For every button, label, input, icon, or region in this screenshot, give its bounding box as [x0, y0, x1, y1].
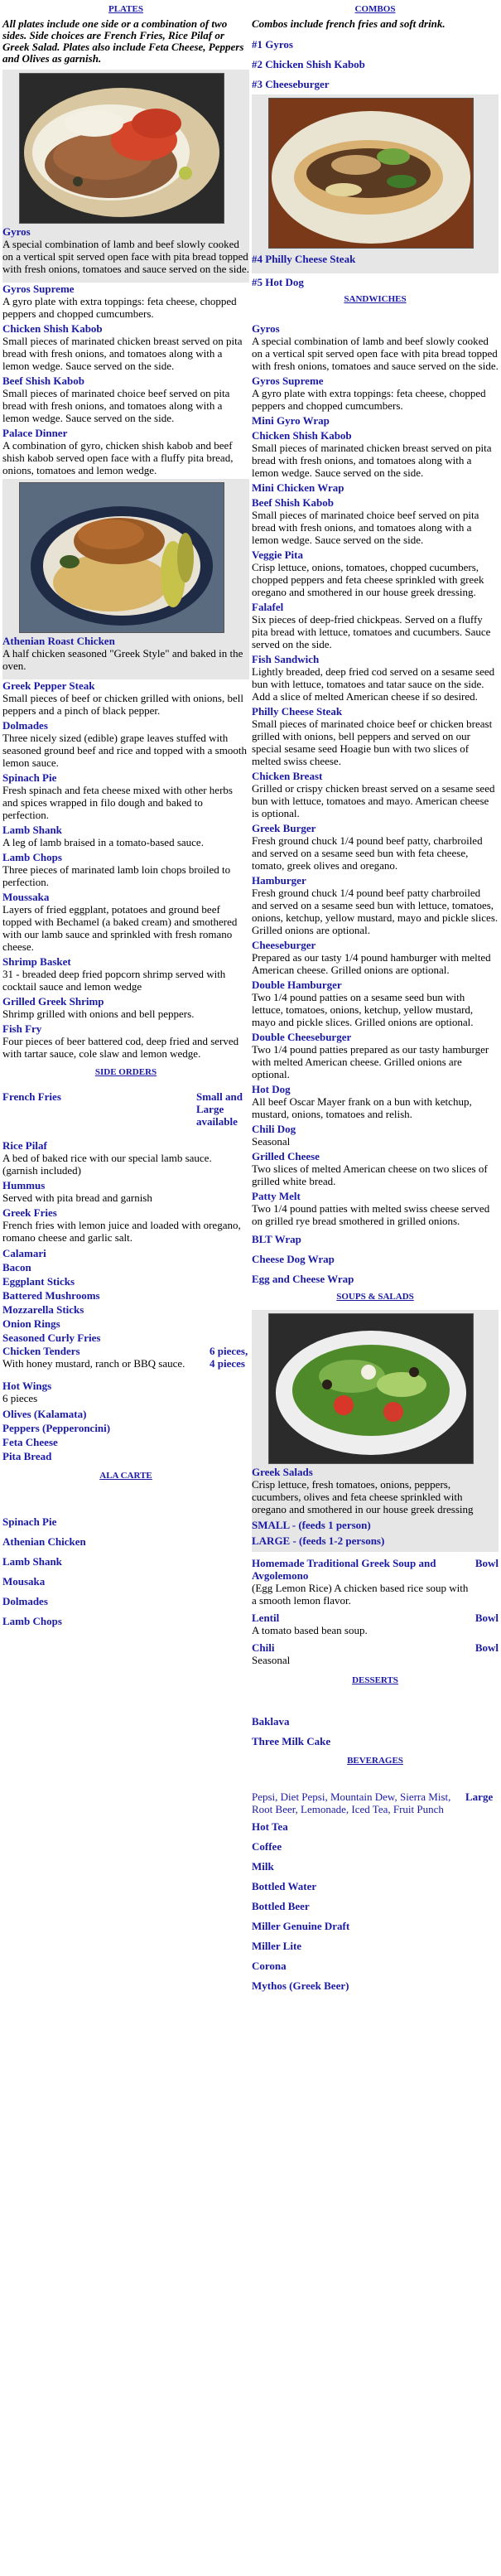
plate-item-name[interactable]: Lamb Chops: [2, 851, 62, 863]
soup-item-desc: A tomato based bean soup.: [252, 1624, 368, 1636]
plate-item[interactable]: [2, 955, 249, 993]
side-item[interactable]: [2, 1139, 249, 1177]
sandwich-item-name[interactable]: Mini Gyro Wrap: [252, 414, 330, 427]
side-item-name[interactable]: Feta Cheese: [2, 1436, 58, 1448]
sandwich-item-name[interactable]: Cheese Dog Wrap: [252, 1253, 335, 1265]
side-item-desc: 6 pieces: [2, 1392, 38, 1404]
side-plain-list-2: [2, 1407, 249, 1463]
side-item-name[interactable]: Bacon: [2, 1261, 31, 1274]
side-item-desc: A bed of baked rice with our special lamb sauce. (garnish included): [2, 1152, 212, 1177]
left-column: [2, 0, 249, 1631]
plate-item[interactable]: [2, 635, 249, 672]
salad-item[interactable]: [252, 1466, 499, 1515]
plate-item-desc: 31 - breaded deep fried popcorn shrimp served with cocktail sauce and lemon wedge: [2, 968, 226, 993]
sandwich-item[interactable]: [252, 770, 499, 819]
plate-item[interactable]: [2, 1022, 249, 1060]
sandwich-item[interactable]: [252, 874, 499, 936]
plate-item-desc: A half chicken seasoned "Greek Style" and baked in the oven.: [2, 647, 243, 672]
combo-item[interactable]: #4 Philly Cheese Steak: [252, 253, 356, 265]
plate-item[interactable]: [2, 375, 249, 424]
plate-item-name[interactable]: Athenian Roast Chicken: [2, 635, 115, 647]
soup-item-name[interactable]: Homemade Traditional Greek Soup and Avgolemono: [252, 1557, 436, 1582]
sandwich-item[interactable]: [252, 939, 499, 976]
sandwich-item-name[interactable]: Gyros Supreme: [252, 375, 324, 387]
beverage-list: [252, 1817, 499, 1996]
side-item-name[interactable]: Chicken Tenders: [2, 1345, 80, 1357]
side-plain-list: [2, 1246, 249, 1345]
sandwich-item[interactable]: [252, 1123, 499, 1148]
soup-item[interactable]: [252, 1612, 499, 1636]
plate-item-name[interactable]: Lamb Shank: [2, 824, 62, 836]
plate-item-name[interactable]: Spinach Pie: [2, 771, 57, 784]
plate-item[interactable]: [2, 824, 249, 848]
plate-item-desc: Fresh spinach and feta cheese mixed with other herbs and spices wrapped in filo dough and baked to perfection.: [2, 784, 233, 821]
sandwich-item[interactable]: [252, 653, 499, 703]
sandwich-item-desc: Two slices of melted American cheese on two slices of grilled white bread.: [252, 1162, 488, 1187]
plate-item-name[interactable]: Fish Fry: [2, 1022, 42, 1035]
plate-item-desc: Small pieces of beef or chicken grilled with onions, bell peppers and a pinch of black pepper.: [2, 692, 243, 717]
side-item-french-fries[interactable]: [2, 1090, 249, 1128]
sandwich-item-desc: A gyro plate with extra toppings: feta cheese, chopped peppers and chopped cumcumbers.: [252, 387, 486, 412]
sandwich-item-name[interactable]: BLT Wrap: [252, 1233, 301, 1245]
sandwich-item-name[interactable]: Cheeseburger: [252, 939, 316, 951]
right-column: [252, 0, 499, 1996]
sandwich-item-name[interactable]: Double Cheeseburger: [252, 1031, 352, 1043]
sandwich-item-name[interactable]: Gyros: [252, 322, 280, 335]
side-item-name[interactable]: Mozzarella Sticks: [2, 1303, 84, 1316]
plate-item[interactable]: [2, 679, 249, 717]
soup-item-price: Bowl: [475, 1557, 499, 1569]
side-item-desc: French fries with lemon juice and loaded with oregano, romano cheese and garlic salt.: [2, 1219, 241, 1244]
sandwich-item[interactable]: [252, 1190, 499, 1227]
sandwich-plain-list: [252, 1230, 499, 1289]
sandwich-item-name[interactable]: Chicken Shish Kabob: [252, 429, 352, 442]
plate-item-desc: Three nicely sized (edible) grape leaves stuffed with seasoned ground beef and rice and topped with a smooth lemon sauce.: [2, 732, 247, 769]
plate-item-name[interactable]: Palace Dinner: [2, 427, 68, 439]
sandwich-item-desc: Prepared as our tasty 1/4 pound hamburger with melted American cheese. Grilled onions are optional.: [252, 951, 491, 976]
sandwich-item-name[interactable]: Chicken Breast: [252, 770, 323, 782]
plate-item[interactable]: [2, 719, 249, 769]
philly-feature: [252, 94, 499, 273]
plate-item-name[interactable]: Gyros Supreme: [2, 283, 75, 295]
soup-item[interactable]: [252, 1641, 499, 1666]
side-orders-header[interactable]: SIDE ORDERS: [94, 1067, 157, 1077]
ala-carte-item[interactable]: Dolmades: [2, 1595, 48, 1607]
side-item-chicken-tenders[interactable]: [2, 1345, 249, 1370]
desserts-header[interactable]: DESSERTS: [352, 1675, 398, 1685]
sandwich-item-name[interactable]: Grilled Cheese: [252, 1150, 320, 1162]
side-item-name[interactable]: Eggplant Sticks: [2, 1275, 75, 1288]
beverage-soda-row[interactable]: [252, 1791, 499, 1815]
plate-item[interactable]: [2, 771, 249, 821]
plate-item-desc: Small pieces of marinated chicken breast served on pita bread with fresh onions, and tomatoes along with a lemon wedge. Sauce served on the side.: [2, 335, 243, 372]
side-item-desc: Served with pita bread and garnish: [2, 1191, 152, 1204]
gyros-feature: [2, 70, 249, 283]
greek-salad-photo: [268, 1313, 474, 1464]
salad-size-small[interactable]: SMALL - (feeds 1 person): [252, 1519, 371, 1531]
sandwich-item-desc: Lightly breaded, deep fried cod served on a sesame seed bun with lettuce, tomatoes and tatar sauce on the side. Add a slice of melted American cheese if so desired.: [252, 665, 495, 703]
roast-chicken-photo: [19, 482, 224, 633]
greek-salad-feature: [252, 1310, 499, 1552]
philly-photo: [268, 98, 474, 249]
combo-item[interactable]: #3 Cheeseburger: [252, 78, 330, 90]
sandwich-item-desc: A special combination of lamb and beef slowly cooked on a vertical spit served open face with pita bread topped with fresh onions, tomatoes and sauce served on the side.: [252, 335, 499, 372]
side-item-name[interactable]: Calamari: [2, 1247, 46, 1259]
ala-carte-item[interactable]: Spinach Pie: [2, 1515, 57, 1528]
sandwich-item[interactable]: [252, 549, 499, 598]
side-item-desc: With honey mustard, ranch or BBQ sauce.: [2, 1357, 185, 1370]
side-item-name[interactable]: French Fries: [2, 1090, 61, 1103]
sandwich-item-desc: Grilled or crispy chicken breast served on a sesame seed bun with lettuce, tomatoes and mayo. American cheese is optional.: [252, 782, 495, 819]
plate-item[interactable]: [2, 283, 249, 320]
plate-item[interactable]: [2, 851, 249, 888]
side-item-name[interactable]: Greek Fries: [2, 1206, 57, 1219]
side-item-name[interactable]: Hot Wings: [2, 1380, 52, 1392]
plate-item[interactable]: [2, 427, 249, 476]
sandwich-item-name[interactable]: Fish Sandwich: [252, 653, 320, 665]
soup-item[interactable]: [252, 1557, 499, 1607]
soup-item-name[interactable]: Lentil: [252, 1612, 280, 1624]
sandwich-item[interactable]: [252, 1083, 499, 1120]
desserts-list: [252, 1712, 499, 1752]
soups-salads-header[interactable]: SOUPS & SALADS: [336, 1292, 414, 1302]
beverage-soda-price: Large: [465, 1791, 494, 1803]
sandwich-item-desc: Fresh ground chuck 1/4 pound beef patty, charbroiled and served on a sesame seed bun with feta cheese, tomato, greek olives and oregano.: [252, 834, 483, 872]
salad-item-name[interactable]: Greek Salads: [252, 1466, 313, 1478]
beverage-item[interactable]: Miller Genuine Draft: [252, 1920, 350, 1932]
soup-item-desc: Seasonal: [252, 1654, 291, 1666]
side-item-name[interactable]: Battered Mushrooms: [2, 1289, 100, 1302]
ala-carte-item[interactable]: Lamb Chops: [2, 1615, 62, 1627]
combos-header[interactable]: COMBOS: [354, 4, 396, 14]
side-item-name[interactable]: Seasoned Curly Fries: [2, 1331, 101, 1344]
sandwich-item[interactable]: [252, 1031, 499, 1080]
side-item[interactable]: [2, 1206, 249, 1244]
plate-item-desc: Four pieces of beer battered cod, deep fried and served with tartar sauce, cole slaw and lemon wedge.: [2, 1035, 239, 1060]
beverage-item[interactable]: Hot Tea: [252, 1820, 288, 1833]
plate-item-name[interactable]: Greek Pepper Steak: [2, 679, 95, 692]
combo-item[interactable]: #5 Hot Dog: [252, 276, 304, 288]
sandwich-item-name[interactable]: Patty Melt: [252, 1190, 301, 1202]
sandwich-item-desc: Two 1/4 pound patties with melted swiss cheese served on grilled rye bread smothered in grilled onions.: [252, 1202, 490, 1227]
soup-item-desc: (Egg Lemon Rice) A chicken based rice soup with a smooth lemon flavor.: [252, 1582, 469, 1607]
side-item-name[interactable]: Hummus: [2, 1179, 46, 1191]
sandwich-item-name[interactable]: Greek Burger: [252, 822, 316, 834]
plate-item-name[interactable]: Moussaka: [2, 891, 50, 903]
plate-item-name[interactable]: Dolmades: [2, 719, 48, 732]
sandwich-item-name[interactable]: Philly Cheese Steak: [252, 705, 343, 718]
side-item-name[interactable]: Pita Bread: [2, 1450, 52, 1462]
plate-item-desc: A gyro plate with extra toppings: feta cheese, chopped peppers and chopped cumcumbers.: [2, 295, 237, 320]
combos-list-top: [252, 35, 499, 94]
sandwiches-header[interactable]: SANDWICHES: [344, 294, 407, 304]
sandwich-item[interactable]: [252, 979, 499, 1028]
side-item-name[interactable]: Onion Rings: [2, 1317, 60, 1330]
sandwich-item[interactable]: [252, 1150, 499, 1187]
salad-item-desc: Crisp lettuce, fresh tomatoes, onions, peppers, cucumbers, olives and feta cheese sprinkled with oregano and smothered in our house greek dressing: [252, 1478, 474, 1515]
beverage-item[interactable]: Bottled Beer: [252, 1900, 310, 1912]
sandwich-item-name[interactable]: Chili Dog: [252, 1123, 296, 1135]
sandwich-item-name[interactable]: Veggie Pita: [252, 549, 303, 561]
beverage-item[interactable]: Miller Lite: [252, 1940, 302, 1952]
beverage-item[interactable]: Mythos (Greek Beer): [252, 1979, 349, 1992]
sandwich-item-desc: Seasonal: [252, 1135, 291, 1148]
roast-chicken-feature: [2, 479, 249, 679]
sandwich-item-name[interactable]: Beef Shish Kabob: [252, 496, 334, 509]
dessert-item[interactable]: Three Milk Cake: [252, 1735, 331, 1747]
plate-item-desc: A combination of gyro, chicken shish kabob and beef shish kabob served open face with a fluffy pita bread, onions, tomatoes and lemon wedge.: [2, 439, 234, 476]
side-item-price: 6 pieces, 4 pieces: [210, 1345, 248, 1370]
combos-note: Combos include french fries and soft drink.: [252, 17, 446, 30]
plates-note: All plates include one side or a combination of two sides. Side choices are French Fries, Rice Pilaf or Greek Salad. Plates also include Feta Cheese, Peppers and Olives as garnish.: [2, 17, 244, 65]
sandwich-item[interactable]: [252, 375, 499, 412]
ala-carte-item[interactable]: Athenian Chicken: [2, 1535, 86, 1548]
sandwich-item[interactable]: [252, 322, 499, 372]
ala-carte-item[interactable]: Lamb Shank: [2, 1555, 62, 1568]
sandwich-item-desc: Crisp lettuce, onions, tomatoes, chopped cucumbers, chopped peppers and feta cheese sprinkled with greek oregano and smothered in our house greek dressing.: [252, 561, 484, 598]
sandwich-item-desc: All beef Oscar Mayer frank on a bun with ketchup, mustard, onions, tomatoes and relish.: [252, 1095, 472, 1120]
plate-item-name[interactable]: Grilled Greek Shrimp: [2, 995, 104, 1008]
sandwich-item[interactable]: [252, 429, 499, 479]
sandwich-item[interactable]: [252, 496, 499, 546]
plate-item-name[interactable]: Shrimp Basket: [2, 955, 71, 968]
plate-item-desc: Small pieces of marinated choice beef served on pita bread with fresh onions, and tomatoes along with a lemon wedge. Sauce served on the side.: [2, 387, 230, 424]
combo-item[interactable]: #1 Gyros: [252, 38, 293, 51]
sandwich-item-desc: Two 1/4 pound patties prepared as our tasty hamburger with melted American cheese. Grilled onions are optional.: [252, 1043, 489, 1080]
salad-size-large[interactable]: LARGE - (feeds 1-2 persons): [252, 1534, 385, 1547]
side-item[interactable]: [2, 1380, 249, 1404]
sandwich-item-desc: Small pieces of marinated choice beef or chicken breast grilled with onions, bell peppers and served on our special sesame seed Hoagie bun with two slices of melted swiss cheese.: [252, 718, 493, 767]
beverage-soda-desc[interactable]: Pepsi, Diet Pepsi, Mountain Dew, Sierra Mist, Root Beer, Lemonade, Iced Tea, Fruit Punch: [252, 1791, 451, 1815]
plate-item-name[interactable]: Gyros: [2, 225, 31, 238]
ala-carte-header[interactable]: ALA CARTE: [99, 1471, 152, 1481]
side-item-name[interactable]: Rice Pilaf: [2, 1139, 47, 1152]
sandwich-item-desc: Six pieces of deep-fried chickpeas. Served on a fluffy pita bread with lettuce, tomatoes and cucumbers. Sauce served on the side.: [252, 613, 491, 650]
plate-item-name[interactable]: Chicken Shish Kabob: [2, 322, 103, 335]
soup-item-price: Bowl: [475, 1612, 499, 1624]
beverage-item[interactable]: Coffee: [252, 1840, 282, 1853]
sandwich-item-name[interactable]: Double Hamburger: [252, 979, 342, 991]
sandwich-item-name[interactable]: Falafel: [252, 601, 284, 613]
beverages-header[interactable]: BEVERAGES: [347, 1756, 403, 1766]
side-item-name[interactable]: Peppers (Pepperoncini): [2, 1422, 111, 1434]
soup-item-name[interactable]: Chili: [252, 1641, 275, 1654]
plate-item[interactable]: [2, 891, 249, 953]
plate-item-desc: Shrimp grilled with onions and bell peppers.: [2, 1008, 195, 1020]
gyros-photo: [19, 73, 224, 224]
beverage-item[interactable]: Corona: [252, 1960, 287, 1972]
plate-item-desc: Layers of fried eggplant, potatoes and ground beef topped with Bechamel (a baked cream) and smothered with our lamb sauce and sprinkled with fresh romano cheese.: [2, 903, 238, 953]
sandwich-item[interactable]: [252, 822, 499, 872]
sandwich-item-desc: Small pieces of marinated choice beef served on pita bread with fresh onions, and tomatoes along with a lemon wedge. Sauce served on the side.: [252, 509, 479, 546]
plate-item-name[interactable]: Beef Shish Kabob: [2, 375, 84, 387]
side-item[interactable]: [2, 1179, 249, 1204]
sandwich-item[interactable]: [252, 705, 499, 767]
beverage-item[interactable]: Bottled Water: [252, 1880, 317, 1892]
sandwich-item-desc: Small pieces of marinated chicken breast served on pita bread with fresh onions, and tomatoes along with a lemon wedge. Sauce served on the side.: [252, 442, 492, 479]
sandwich-item[interactable]: [252, 601, 499, 650]
combo-item[interactable]: #2 Chicken Shish Kabob: [252, 58, 365, 70]
ala-carte-list: [2, 1512, 249, 1631]
plates-header[interactable]: PLATES: [108, 4, 143, 14]
sandwich-item-desc: Two 1/4 pound patties on a sesame seed bun with lettuce, tomatoes, onions, ketchup, yellow mustard, mayo and pickle slices. Grilled onions are optional.: [252, 991, 474, 1028]
sandwich-item-name[interactable]: Hamburger: [252, 874, 306, 887]
plate-item[interactable]: [2, 322, 249, 372]
sandwich-item-desc: Fresh ground chuck 1/4 pound beef patty charbroiled and served on a sesame seed bun with lettuce, tomatoes, onions, ketchup, yellow mustard, mayo and pickle slices. Grilled onions are optional.: [252, 887, 499, 936]
plate-item-desc: A leg of lamb braised in a tomato-based sauce.: [2, 836, 204, 848]
sandwich-item-name[interactable]: Hot Dog: [252, 1083, 291, 1095]
ala-carte-item[interactable]: Mousaka: [2, 1575, 46, 1588]
side-item-name[interactable]: Olives (Kalamata): [2, 1408, 87, 1420]
sandwich-item-name[interactable]: Egg and Cheese Wrap: [252, 1273, 354, 1285]
sandwich-item[interactable]: [252, 481, 499, 494]
plate-item-desc: A special combination of lamb and beef slowly cooked on a vertical spit served open face with pita bread topped with fresh onions, tomatoes and sauce served on the side.: [2, 238, 249, 275]
plate-item[interactable]: [2, 225, 249, 275]
beverage-item[interactable]: Milk: [252, 1860, 274, 1873]
plate-item[interactable]: [2, 995, 249, 1020]
dessert-item[interactable]: Baklava: [252, 1715, 290, 1728]
sandwich-item-name[interactable]: Mini Chicken Wrap: [252, 481, 344, 494]
soup-item-price: Bowl: [475, 1641, 499, 1654]
sandwich-item[interactable]: [252, 414, 499, 427]
side-item-price: Small and Large available: [196, 1090, 243, 1128]
plate-item-desc: Three pieces of marinated lamb loin chops broiled to perfection.: [2, 863, 231, 888]
